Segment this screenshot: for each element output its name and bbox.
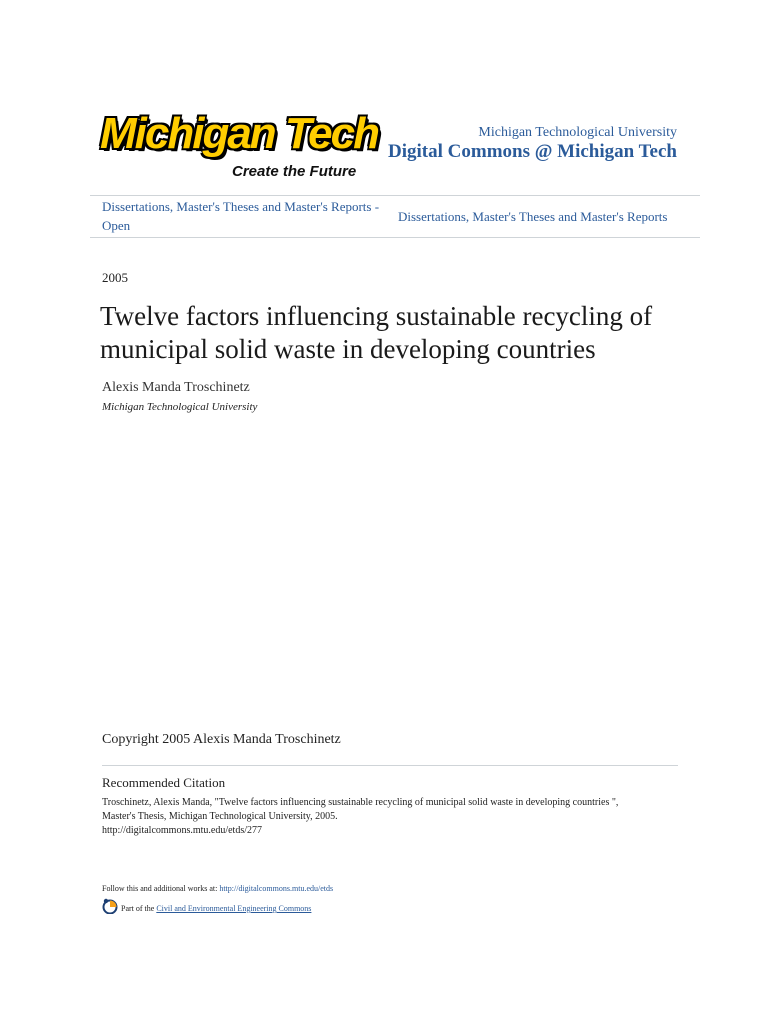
author-name: Alexis Manda Troschinetz: [102, 380, 250, 395]
author-affiliation: Michigan Technological University: [102, 401, 258, 413]
logo-tagline: Create the Future: [232, 163, 357, 180]
follow-link[interactable]: http://digitalcommons.mtu.edu/etds: [219, 884, 334, 893]
citation-url[interactable]: http://digitalcommons.mtu.edu/etds/277: [102, 825, 262, 836]
parent-collection-link[interactable]: Dissertations, Master's Theses and Master's Reports: [398, 209, 668, 224]
part-of-text: [121, 904, 311, 913]
michigan-tech-logo[interactable]: [100, 109, 380, 184]
part-of-line: [102, 898, 311, 919]
commons-network-icon: [102, 898, 119, 919]
citation-line: Troschinetz, Alexis Manda, "Twelve factors influencing sustainable recycling of municipal solid waste in developing countries ",: [102, 797, 619, 808]
divider-top: [90, 195, 700, 196]
commons-link[interactable]: Civil and Environmental Engineering Commons: [156, 904, 312, 913]
follow-line: [102, 884, 333, 893]
repository-header: [387, 125, 677, 162]
citation-divider: [102, 765, 678, 766]
repository-link[interactable]: Digital Commons @ Michigan Tech: [388, 141, 677, 162]
logo-wordmark: Michigan Tech: [100, 109, 378, 158]
part-of-label: Part of the: [121, 904, 157, 913]
citation-body: [102, 796, 662, 838]
citation-line: Master's Thesis, Michigan Technological University, 2005.: [102, 811, 338, 822]
document-title: Twelve factors influencing sustainable recycling of municipal solid waste in developing countries: [100, 301, 653, 364]
citation-heading: Recommended Citation: [102, 775, 226, 790]
collection-link[interactable]: Dissertations, Master's Theses and Master's Reports - Open: [102, 199, 380, 233]
divider-bottom: [90, 237, 700, 238]
publication-year: 2005: [102, 270, 128, 285]
follow-label: Follow this and additional works at:: [102, 884, 220, 893]
copyright-notice: Copyright 2005 Alexis Manda Troschinetz: [102, 732, 341, 747]
university-link[interactable]: Michigan Technological University: [478, 125, 677, 140]
